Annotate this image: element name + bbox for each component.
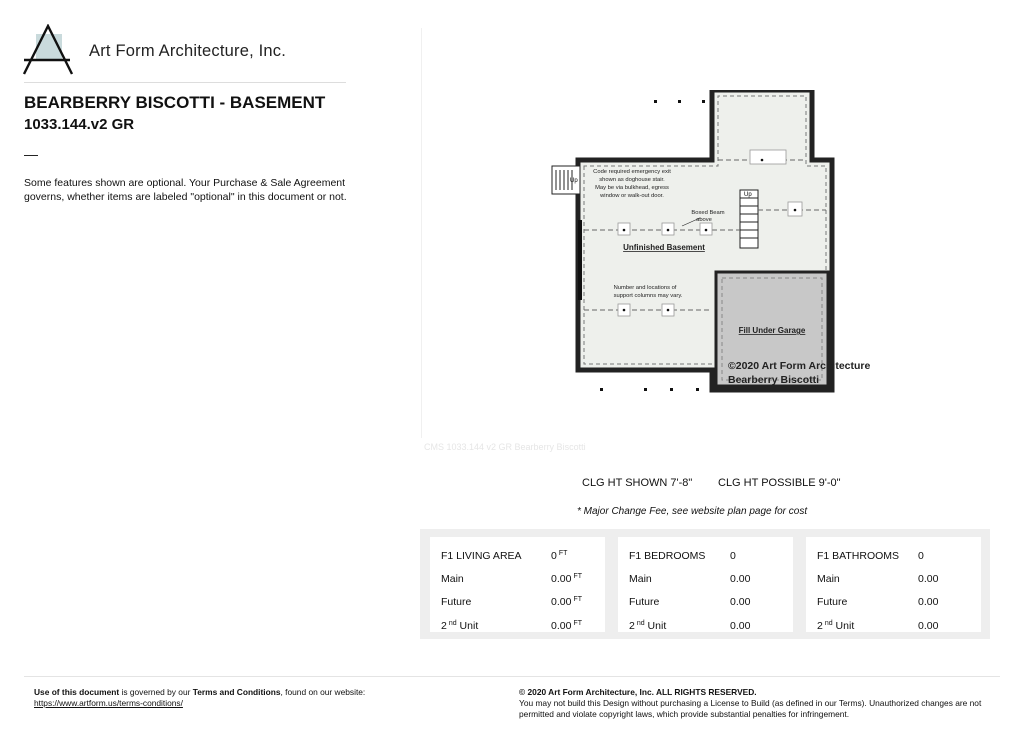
left-wall-segment <box>578 220 582 300</box>
drawing-faint-caption: CMS 1033.144 v2 GR Bearberry Biscotti <box>424 442 586 452</box>
footer-divider <box>24 676 1000 677</box>
plan-stats-panel <box>420 529 990 639</box>
bathrooms-2nd-unit-value: 0.00 <box>918 620 939 632</box>
bedrooms-header-value: 0 <box>730 550 736 562</box>
bedrooms-future-label: Future <box>629 596 660 608</box>
copyright-title: © 2020 Art Form Architecture, Inc. ALL RIGHTS RESERVED. <box>519 687 757 697</box>
living-2nd-unit-label: 2 $^{nd}$ Unit <box>441 619 479 632</box>
bedrooms-main-value: 0.00 <box>730 573 751 585</box>
watermark-line-1: ©2020 Art Form Architecture <box>728 360 871 372</box>
emergency-note-line-3: May be via bulkhead, egress <box>595 185 669 191</box>
ceiling-height-shown: CLG HT SHOWN 7'-8" <box>582 477 693 489</box>
bedrooms-2nd-unit-label: 2 $^{nd}$ Unit <box>629 619 667 632</box>
room-label-fill-under-garage: Fill Under Garage <box>738 326 806 335</box>
dimension-markers-bottom <box>600 388 699 391</box>
vertical-divider <box>421 28 422 438</box>
bathrooms-2nd-unit-label: 2 $^{nd}$ Unit <box>817 619 855 632</box>
dimension-markers-top <box>654 100 705 103</box>
living-future-value: 0.00 $^{FT}$ <box>551 595 582 608</box>
terms-bold-conditions: Terms and Conditions <box>192 687 281 697</box>
basement-floor-plan <box>540 90 900 400</box>
living-2nd-unit-value: 0.00 $^{FT}$ <box>551 619 582 632</box>
ceiling-height-possible: CLG HT POSSIBLE 9'-0" <box>718 477 841 489</box>
title-dash: — <box>24 146 38 162</box>
header-divider <box>24 82 346 83</box>
living-future-label: Future <box>441 596 472 608</box>
brand-name: Art Form Architecture, Inc. <box>89 42 287 60</box>
bedrooms-future-value: 0.00 <box>730 596 751 608</box>
living-main-value: 0.00 $^{FT}$ <box>551 572 582 585</box>
bathrooms-future-value: 0.00 <box>918 596 939 608</box>
living-area-header-label: F1 LIVING AREA <box>441 550 522 562</box>
columns-note-line-1: Number and locations of <box>613 285 677 291</box>
terms-link[interactable]: https://www.artform.us/terms-conditions/ <box>34 698 183 708</box>
emergency-note-line-1: Code required emergency exit <box>593 169 671 175</box>
stair-up-label: Up <box>744 192 752 198</box>
copyright-text: You may not build this Design without purchasing a License to Build (as defined in our Terms). Unauthorized changes are not permitted and violate copyright laws, which provide substantial penalties for infringement. <box>519 698 982 719</box>
bedrooms-header-label: F1 BEDROOMS <box>629 550 706 562</box>
bedrooms-card <box>618 537 793 632</box>
bathrooms-header-label: F1 BATHROOMS <box>817 550 900 562</box>
bathrooms-future-label: Future <box>817 596 848 608</box>
interior-stair <box>740 190 758 248</box>
plan-code: 1033.144.v2 GR <box>24 116 135 133</box>
bedrooms-2nd-unit-value: 0.00 <box>730 620 751 632</box>
terms-notice <box>34 687 434 698</box>
bathrooms-card <box>806 537 981 632</box>
bathrooms-main-value: 0.00 <box>918 573 939 585</box>
living-area-card <box>430 537 605 632</box>
beam-note-line-2: above <box>696 217 712 223</box>
bedrooms-main-label: Main <box>629 573 652 585</box>
beam-note-line-1: Boxed Beam <box>691 210 725 216</box>
emergency-note-line-2: shown as doghouse stair. <box>599 177 665 183</box>
columns-note-line-2: support columns may vary. <box>613 293 683 299</box>
emergency-note-line-4: window or walk-out door. <box>600 193 664 199</box>
watermark-line-2: Bearberry Biscotti <box>728 374 820 386</box>
doghouse-up-label: Up <box>570 178 578 184</box>
terms-bold-use: Use of this document <box>34 687 120 697</box>
plan-title: BEARBERRY BISCOTTI - BASEMENT <box>24 93 326 112</box>
major-change-fee-note: * Major Change Fee, see website plan page for cost <box>577 506 808 517</box>
bathrooms-main-label: Main <box>817 573 840 585</box>
bathrooms-header-value: 0 <box>918 550 924 562</box>
terms-mid-text: is governed by our <box>119 687 193 697</box>
terms-end-text: , found on our website: <box>280 687 366 697</box>
living-main-label: Main <box>441 573 464 585</box>
room-label-unfinished-basement: Unfinished Basement <box>623 243 705 252</box>
art-form-logo <box>22 24 74 76</box>
living-area-header-value: 0 $^{FT}$ <box>551 549 568 562</box>
optional-features-disclaimer: Some features shown are optional. Your Purchase & Sale Agreement governs, whether items are labeled "optional" in this document or not. <box>24 177 347 203</box>
